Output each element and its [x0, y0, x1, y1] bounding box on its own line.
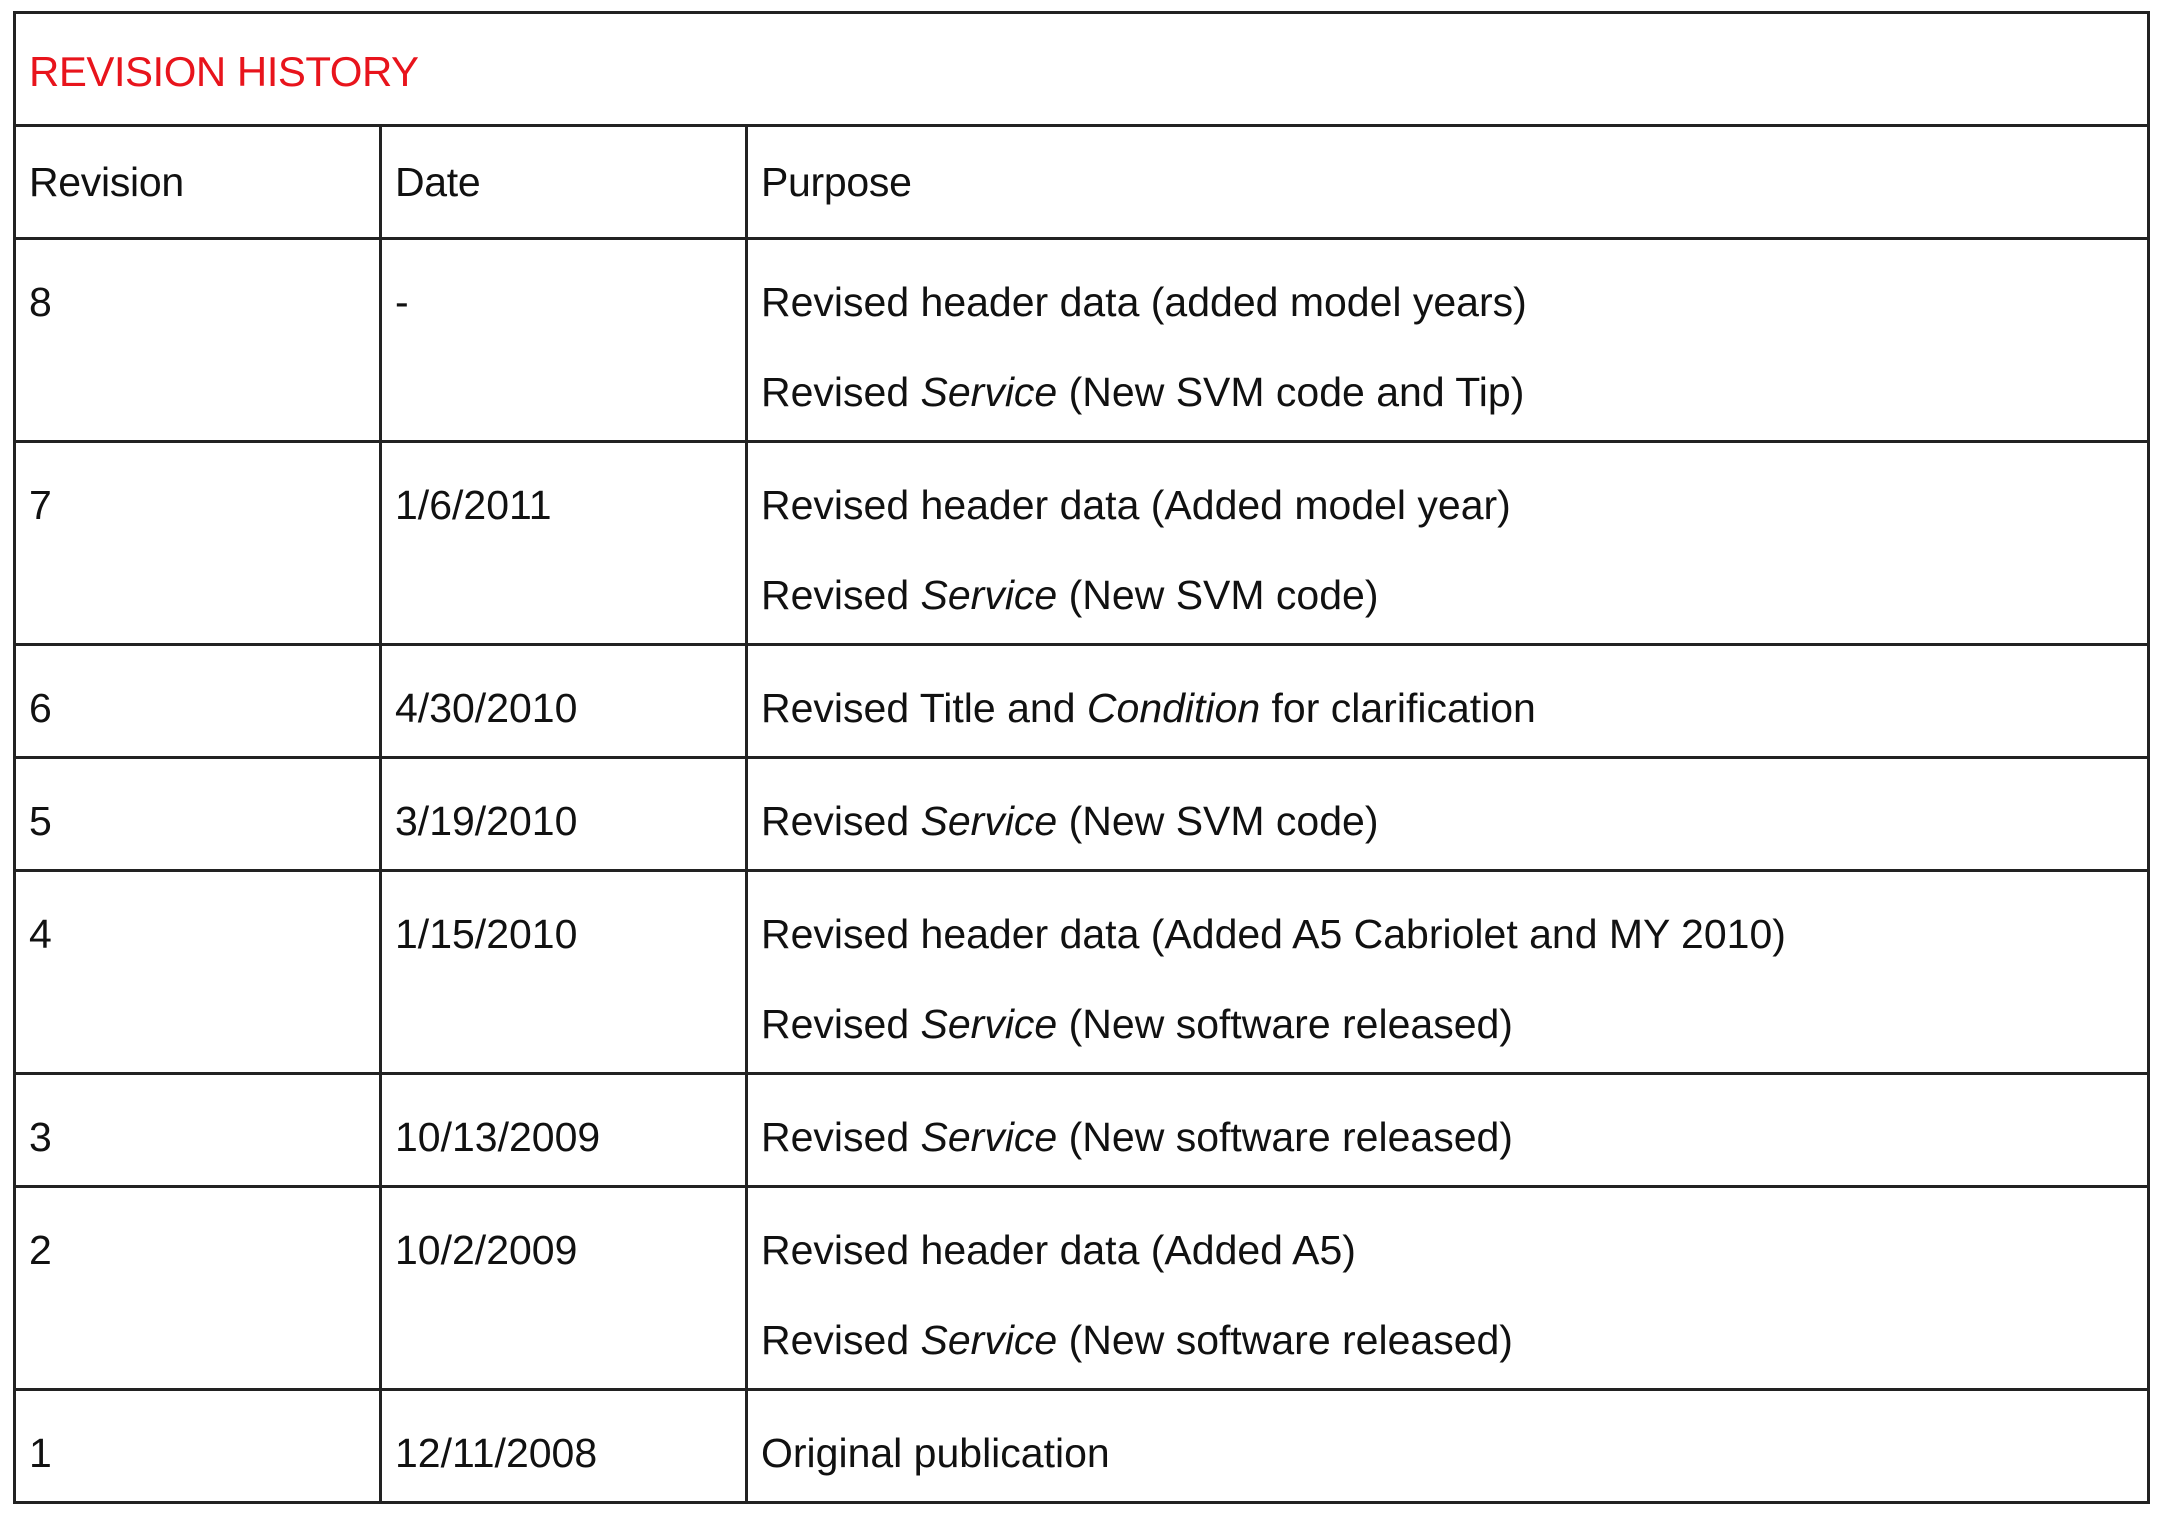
purpose-line	[761, 278, 2147, 326]
purpose-text: Revised Title and	[761, 685, 1087, 731]
table-title-text: REVISION HISTORY	[29, 48, 419, 95]
purpose-text: Revised	[761, 369, 921, 415]
revision-date: 1/15/2010	[395, 911, 578, 957]
revision-cell	[15, 758, 381, 871]
purpose-text-after: for clarification	[1260, 685, 1536, 731]
purpose-line	[761, 797, 2147, 845]
purpose-text: Revised	[761, 1114, 921, 1160]
date-cell	[381, 1390, 747, 1503]
purpose-cell	[747, 442, 2149, 645]
purpose-text: Revised header data (Added A5)	[761, 1227, 1356, 1273]
table-row	[15, 1187, 2149, 1390]
purpose-text: Revised header data (added model years)	[761, 279, 1527, 325]
purpose-text: Revised	[761, 1001, 921, 1047]
purpose-text: Original publication	[761, 1430, 1110, 1476]
revision-number: 8	[29, 279, 52, 325]
table-row	[15, 1390, 2149, 1503]
revision-number: 7	[29, 482, 52, 528]
purpose-text: Revised header data (Added model year)	[761, 482, 1511, 528]
column-header-date: Date	[381, 126, 747, 239]
purpose-italic: Service	[920, 1001, 1058, 1047]
table-row	[15, 1074, 2149, 1187]
purpose-cell	[747, 645, 2149, 758]
revision-cell	[15, 239, 381, 442]
purpose-cell	[747, 1074, 2149, 1187]
purpose-text-after: (New software released)	[1057, 1114, 1513, 1160]
purpose-line	[761, 1226, 2147, 1274]
purpose-text: Revised	[761, 572, 921, 618]
date-cell	[381, 1074, 747, 1187]
revision-number: 4	[29, 911, 52, 957]
purpose-text-after: (New software released)	[1057, 1317, 1513, 1363]
purpose-line	[761, 368, 2147, 416]
purpose-line	[761, 1113, 2147, 1161]
purpose-italic: Service	[920, 798, 1058, 844]
purpose-cell	[747, 1390, 2149, 1503]
purpose-text-after: (New software released)	[1057, 1001, 1513, 1047]
revision-cell	[15, 1187, 381, 1390]
revision-cell	[15, 871, 381, 1074]
column-header-purpose: Purpose	[747, 126, 2149, 239]
purpose-text-after: (New SVM code and Tip)	[1057, 369, 1525, 415]
purpose-cell	[747, 239, 2149, 442]
revision-rows	[15, 239, 2149, 1503]
purpose-italic: Service	[920, 1317, 1058, 1363]
revision-number: 2	[29, 1227, 52, 1273]
purpose-line	[761, 1429, 2147, 1477]
table-title	[15, 13, 2149, 126]
table-row	[15, 645, 2149, 758]
revision-cell	[15, 442, 381, 645]
purpose-line	[761, 684, 2147, 732]
purpose-text: Revised	[761, 798, 921, 844]
date-cell	[381, 1187, 747, 1390]
purpose-text: Revised header data (Added A5 Cabriolet and MY 2010)	[761, 911, 1786, 957]
date-cell	[381, 871, 747, 1074]
revision-date: 10/13/2009	[395, 1114, 601, 1160]
revision-history-table	[13, 11, 2150, 1504]
purpose-cell	[747, 758, 2149, 871]
table-row	[15, 239, 2149, 442]
revision-cell	[15, 645, 381, 758]
revision-cell	[15, 1390, 381, 1503]
revision-number: 1	[29, 1430, 52, 1476]
revision-number: 3	[29, 1114, 52, 1160]
revision-number: 5	[29, 798, 52, 844]
purpose-text-after: (New SVM code)	[1057, 798, 1379, 844]
purpose-text-after: (New SVM code)	[1057, 572, 1379, 618]
table-row	[15, 871, 2149, 1074]
table-row	[15, 758, 2149, 871]
purpose-italic: Service	[920, 369, 1058, 415]
column-header-revision: Revision	[15, 126, 381, 239]
date-cell	[381, 758, 747, 871]
purpose-line	[761, 1316, 2147, 1364]
revision-date: -	[395, 279, 409, 325]
revision-date: 12/11/2008	[395, 1430, 598, 1476]
purpose-text: Revised	[761, 1317, 921, 1363]
purpose-italic: Service	[920, 1114, 1058, 1160]
table-row	[15, 442, 2149, 645]
revision-date: 10/2/2009	[395, 1227, 578, 1273]
date-cell	[381, 239, 747, 442]
purpose-cell	[747, 871, 2149, 1074]
purpose-cell	[747, 1187, 2149, 1390]
purpose-italic: Condition	[1086, 685, 1261, 731]
purpose-italic: Service	[920, 572, 1058, 618]
revision-cell	[15, 1074, 381, 1187]
date-cell	[381, 645, 747, 758]
revision-date: 1/6/2011	[395, 482, 552, 528]
purpose-line	[761, 571, 2147, 619]
purpose-line	[761, 1000, 2147, 1048]
purpose-line	[761, 910, 2147, 958]
date-cell	[381, 442, 747, 645]
revision-number: 6	[29, 685, 52, 731]
revision-date: 3/19/2010	[395, 798, 578, 844]
revision-date: 4/30/2010	[395, 685, 578, 731]
purpose-line	[761, 481, 2147, 529]
